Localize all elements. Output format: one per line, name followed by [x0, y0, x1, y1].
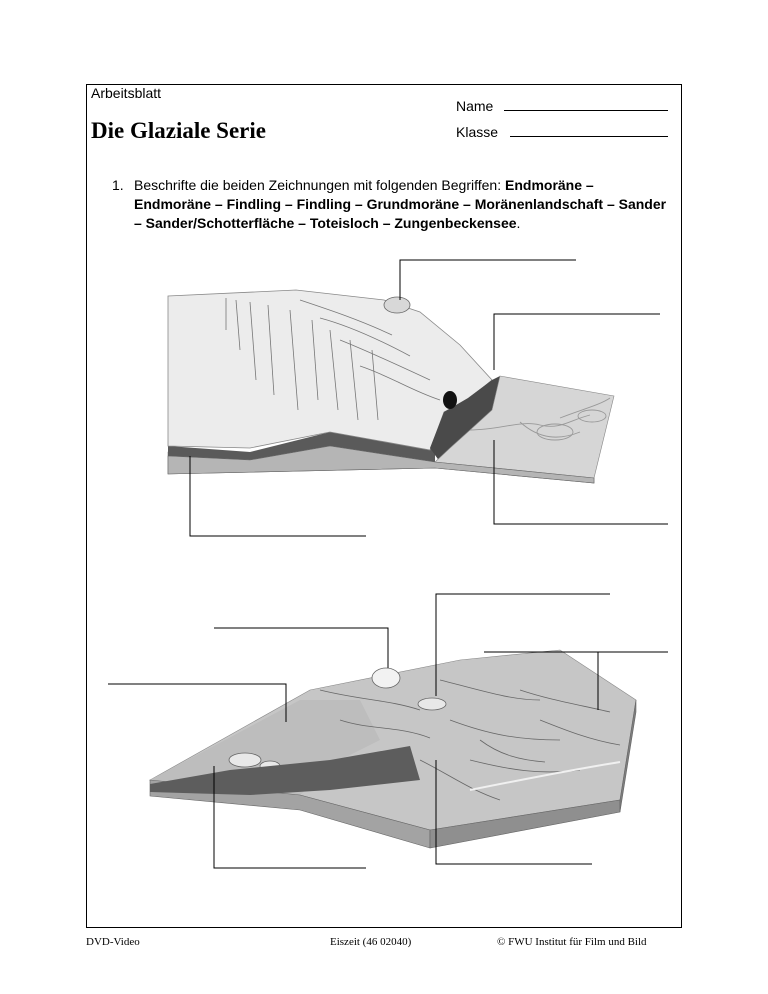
document-type: Arbeitsblatt	[91, 85, 162, 101]
name-label: Name	[456, 98, 494, 114]
task-number: 1.	[112, 177, 124, 193]
answer-line-2[interactable]	[494, 314, 660, 370]
drawing-landscape	[150, 650, 636, 848]
task-intro: Beschrifte die beiden Zeichnungen mit folgenden Begriffen:	[134, 177, 505, 193]
footer-left: DVD-Video	[86, 936, 140, 948]
answer-line-8[interactable]	[108, 684, 286, 722]
drawing-glacier	[168, 290, 614, 483]
answer-line-1[interactable]	[400, 260, 576, 300]
answer-line-6[interactable]	[214, 628, 388, 668]
footer-center: Eiszeit (46 02040)	[330, 936, 412, 948]
page-title: Die Glaziale Serie	[91, 118, 266, 143]
task-end: .	[516, 215, 521, 231]
footer-right: © FWU Institut für Film und Bild	[497, 936, 647, 948]
task-terms: Endmoräne – Endmoräne – Findling – Findling – Grundmoräne – Moränenlandschaft – Sander – Sander/Schotterfläche – Toteisloch – Zungenbeckensee	[134, 177, 667, 231]
class-label: Klasse	[456, 124, 499, 140]
